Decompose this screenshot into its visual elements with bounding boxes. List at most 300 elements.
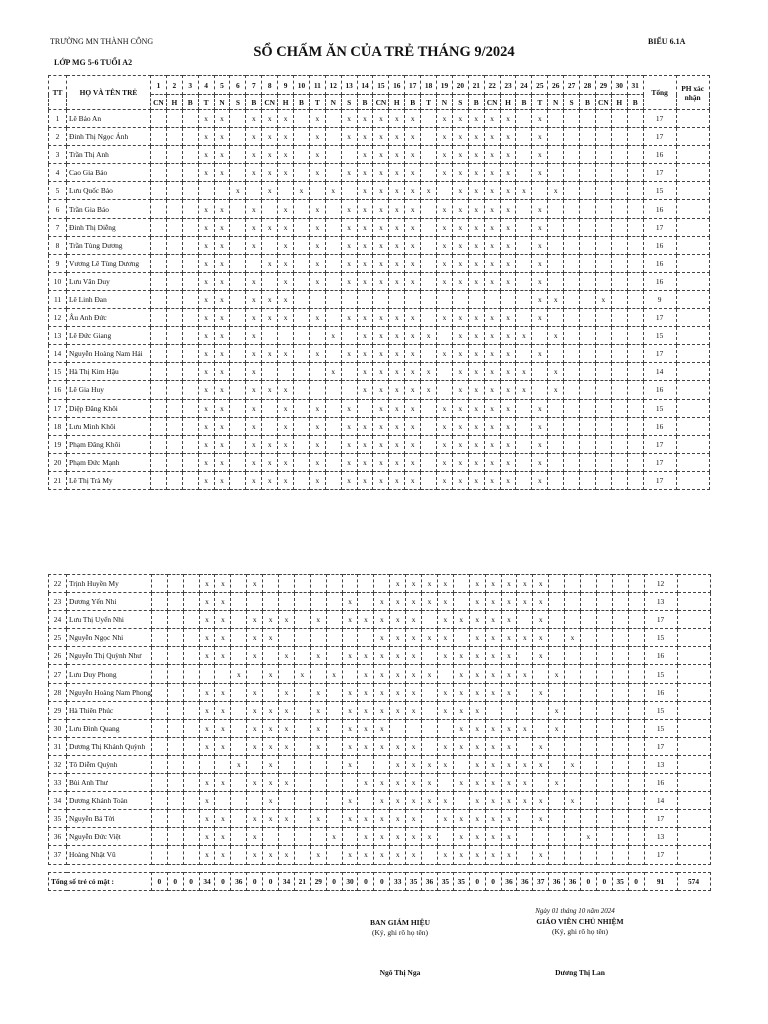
day-header-16: 16 [389,76,405,95]
day-cell-16: x [389,200,405,218]
day-cell-22: x [485,828,501,846]
day-cell-7: x [246,435,262,453]
board-signature-note: (Ký, ghi rõ họ tên) [371,928,429,937]
day-cell-9: x [278,110,294,128]
day-cell-19: x [437,471,453,489]
day-cell-2 [166,254,182,272]
day-cell-30 [611,218,627,236]
day-cell-16: x [390,828,406,846]
day-cell-15: x [374,828,390,846]
day-cell-31 [628,665,644,683]
day-cell-30 [611,471,627,489]
day-cell-28 [580,146,596,164]
day-cell-20: x [452,471,468,489]
day-cell-20: x [452,110,468,128]
day-cell-14: x [357,381,373,399]
day-cell-13: x [341,236,357,254]
day-cell-19: x [437,792,453,810]
day-cell-14: x [357,309,373,327]
day-cell-28 [580,218,596,236]
day-cell-29 [595,254,611,272]
day-cell-20: x [452,236,468,254]
day-cell-14 [357,290,373,308]
day-cell-23: x [500,236,516,254]
child-name: Nguyễn Hoàng Nam Hải [67,345,151,363]
day-cell-28 [580,399,596,417]
day-cell-9: x [278,236,294,254]
day-cell-22: x [484,399,500,417]
day-cell-11 [310,828,326,846]
weekday-header-17: B [405,95,421,110]
day-cell-18 [421,146,437,164]
weekday-header-15: CN [373,95,389,110]
day-cell-23: x [501,575,517,593]
day-cell-29 [595,381,611,399]
day-cell-31 [627,200,643,218]
day-cell-29 [595,164,611,182]
day-cell-7: x [246,236,262,254]
day-cell-4: x [199,719,215,737]
day-cell-11: x [310,810,326,828]
day-cell-23: x [501,792,517,810]
sum-day-19: 35 [437,872,453,890]
day-cell-11 [310,755,326,773]
child-name: Phạm Đăng Khôi [67,435,151,453]
day-cell-6 [230,309,246,327]
day-cell-7: x [247,737,263,755]
day-cell-12 [325,435,341,453]
day-cell-3 [182,200,198,218]
day-cell-30 [611,309,627,327]
day-cell-23: x [501,774,517,792]
day-cell-23: x [501,593,517,611]
day-cell-14: x [358,701,374,719]
day-cell-5 [215,755,231,773]
parent-confirm [676,146,709,164]
sum-day-16: 33 [390,872,406,890]
day-cell-4: x [198,453,214,471]
day-cell-3 [182,218,198,236]
row-number: 28 [49,683,67,701]
day-cell-7: x [246,200,262,218]
day-cell-9: x [278,254,294,272]
table-row [49,719,711,737]
row-total: 16 [643,254,676,272]
day-cell-29 [596,593,612,611]
day-cell-8 [263,647,279,665]
weekday-header-23: H [500,95,516,110]
day-cell-26: x [548,363,564,381]
day-cell-29 [595,128,611,146]
day-cell-22 [484,290,500,308]
day-cell-10 [294,647,310,665]
row-total: 14 [643,363,676,381]
row-number: 23 [49,593,67,611]
table-row [49,629,711,647]
day-cell-8: x [262,471,278,489]
day-cell-8: x [262,182,278,200]
day-cell-23: x [501,737,517,755]
sum-day-26: 36 [549,872,565,890]
day-cell-29 [596,701,612,719]
row-number: 30 [49,719,67,737]
day-cell-10 [294,290,310,308]
day-cell-27: x [565,792,581,810]
day-cell-7: x [247,828,263,846]
day-cell-12 [325,254,341,272]
day-cell-28 [580,846,596,864]
day-cell-29 [595,272,611,290]
day-cell-18 [422,810,438,828]
table-row [49,381,710,399]
day-cell-7: x [246,218,262,236]
day-cell-12 [326,701,342,719]
day-cell-10 [294,146,310,164]
day-cell-9: x [279,774,295,792]
day-cell-23: x [500,110,516,128]
day-cell-6 [231,810,247,828]
day-cell-24 [516,309,532,327]
day-cell-6 [231,792,247,810]
day-cell-1 [151,792,167,810]
day-cell-9: x [278,471,294,489]
day-cell-3 [182,290,198,308]
day-cell-10 [294,701,310,719]
day-cell-21: x [468,435,484,453]
weekday-header-31: B [627,95,643,110]
day-cell-7 [247,792,263,810]
day-cell-4: x [198,345,214,363]
child-name: Dương Khánh Toàn [67,792,152,810]
day-cell-18 [422,611,438,629]
day-cell-11: x [310,701,326,719]
day-header-12: 12 [325,76,341,95]
day-cell-31 [627,471,643,489]
row-number: 9 [49,254,67,272]
day-cell-7 [246,254,262,272]
day-cell-7: x [247,683,263,701]
day-cell-28 [580,774,596,792]
day-cell-3 [182,381,198,399]
day-cell-6 [231,611,247,629]
day-cell-7: x [246,309,262,327]
day-cell-5: x [214,381,230,399]
weekday-header-22: CN [484,95,500,110]
day-cell-4: x [198,164,214,182]
day-header-28: 28 [580,76,596,95]
child-name: Lưu Quốc Bảo [67,182,151,200]
day-cell-15: x [374,665,390,683]
day-cell-21: x [468,236,484,254]
day-cell-21: x [468,218,484,236]
row-number: 17 [49,399,67,417]
day-cell-26 [548,128,564,146]
day-cell-31 [628,647,644,665]
day-cell-23 [500,290,516,308]
day-cell-30 [612,792,628,810]
day-cell-2 [167,719,183,737]
parent-confirm [676,453,709,471]
day-cell-1 [151,399,167,417]
day-cell-18 [421,435,437,453]
day-cell-15: x [374,846,390,864]
day-cell-25: x [532,254,548,272]
day-cell-27 [564,272,580,290]
day-cell-3 [183,683,199,701]
day-cell-25: x [533,575,549,593]
sum-day-3: 0 [183,872,199,890]
day-cell-28 [580,611,596,629]
day-cell-26 [548,200,564,218]
day-cell-20: x [452,363,468,381]
day-cell-1 [151,683,167,701]
day-cell-22: x [485,593,501,611]
day-cell-26: x [549,774,565,792]
child-name: Nguyễn Hoàng Nam Phong [67,683,152,701]
day-cell-27 [564,435,580,453]
day-cell-30 [611,435,627,453]
day-cell-25: x [533,792,549,810]
day-cell-3 [183,792,199,810]
day-cell-3 [183,719,199,737]
day-cell-13: x [341,218,357,236]
day-cell-15: x [374,701,390,719]
day-cell-8: x [262,435,278,453]
day-cell-13: x [341,110,357,128]
day-cell-21: x [468,471,484,489]
table-row [49,399,710,417]
sum-day-27: 36 [565,872,581,890]
school-name: TRƯỜNG MN THÀNH CÔNG [50,37,154,46]
day-cell-27 [565,611,581,629]
day-cell-8: x [263,611,279,629]
row-total: 17 [643,453,676,471]
day-cell-14: x [357,254,373,272]
day-cell-28 [580,200,596,218]
day-cell-4: x [198,363,214,381]
day-cell-10 [294,200,310,218]
day-cell-3 [182,345,198,363]
day-cell-19: x [437,164,453,182]
day-cell-21: x [468,200,484,218]
day-cell-12 [326,593,342,611]
day-cell-16: x [390,575,406,593]
day-header-24: 24 [516,76,532,95]
day-cell-2 [166,218,182,236]
day-cell-31 [628,683,644,701]
day-header-19: 19 [437,76,453,95]
day-cell-12 [326,810,342,828]
day-cell-30 [611,164,627,182]
weekday-header-30: H [611,95,627,110]
day-cell-26: x [548,381,564,399]
day-cell-13: x [342,701,358,719]
day-cell-18 [422,683,438,701]
day-cell-14: x [358,774,374,792]
day-cell-1 [151,575,167,593]
day-cell-3 [182,453,198,471]
weekday-header-9: H [278,95,294,110]
day-cell-8: x [263,810,279,828]
day-cell-7: x [246,381,262,399]
day-cell-25: x [532,164,548,182]
day-cell-31 [627,327,643,345]
day-cell-14: x [357,453,373,471]
day-cell-11 [310,774,326,792]
row-number: 25 [49,629,67,647]
day-cell-20: x [452,128,468,146]
day-cell-29 [596,846,612,864]
day-cell-12 [326,792,342,810]
day-cell-15: x [373,435,389,453]
day-cell-4: x [198,399,214,417]
day-header-11: 11 [309,76,325,95]
day-cell-3 [183,774,199,792]
parent-confirm [676,236,709,254]
day-header-1: 1 [151,76,167,95]
row-number: 3 [49,146,67,164]
day-cell-9: x [279,701,295,719]
day-cell-18 [421,417,437,435]
parent-confirm [676,254,709,272]
day-cell-31 [628,792,644,810]
day-cell-26 [549,593,565,611]
day-cell-3 [182,164,198,182]
day-cell-19: x [437,575,453,593]
day-cell-25: x [533,755,549,773]
day-cell-16: x [389,146,405,164]
row-total: 15 [643,327,676,345]
day-cell-26 [548,309,564,327]
day-cell-31 [627,182,643,200]
day-cell-21: x [469,737,485,755]
day-cell-21: x [468,254,484,272]
day-cell-18 [421,128,437,146]
row-total: 17 [643,128,676,146]
day-cell-2 [167,701,183,719]
day-cell-27 [564,146,580,164]
day-cell-15: x [373,453,389,471]
day-cell-25: x [533,629,549,647]
day-cell-12 [325,399,341,417]
weekday-header-2: H [166,95,182,110]
day-cell-7: x [247,846,263,864]
day-cell-14: x [358,846,374,864]
parent-confirm [677,737,710,755]
day-cell-8 [263,575,279,593]
day-cell-26 [548,453,564,471]
day-cell-20: x [453,828,469,846]
day-cell-9: x [279,846,295,864]
day-cell-28 [580,719,596,737]
day-cell-2 [166,345,182,363]
day-cell-30 [611,182,627,200]
day-cell-9: x [278,417,294,435]
day-cell-24 [516,453,532,471]
day-cell-23: x [500,453,516,471]
day-cell-20: x [452,164,468,182]
day-cell-22: x [484,182,500,200]
day-cell-27 [564,363,580,381]
form-code: BIỂU 6.1A [648,37,686,46]
row-number: 31 [49,737,67,755]
day-cell-31 [627,309,643,327]
row-number: 34 [49,792,67,810]
day-cell-15: x [374,792,390,810]
day-cell-24 [516,164,532,182]
day-cell-22: x [485,611,501,629]
day-cell-10 [294,611,310,629]
day-cell-19 [437,182,453,200]
day-cell-31 [627,272,643,290]
day-cell-28 [580,737,596,755]
child-name: Trần Tùng Dương [67,236,151,254]
day-cell-15: x [374,737,390,755]
day-cell-30 [611,453,627,471]
day-cell-24 [516,345,532,363]
day-cell-12 [325,345,341,363]
day-cell-17: x [405,399,421,417]
day-cell-4 [199,755,215,773]
day-cell-10 [294,218,310,236]
day-cell-19: x [437,846,453,864]
day-cell-12: x [326,665,342,683]
child-name: Đinh Thị Diễng [67,218,151,236]
day-cell-9: x [279,719,295,737]
day-cell-5: x [214,110,230,128]
sum-day-14: 0 [358,872,374,890]
day-cell-23: x [500,381,516,399]
day-cell-27 [564,128,580,146]
day-cell-15: x [373,399,389,417]
day-cell-24 [517,828,533,846]
day-cell-20: x [453,774,469,792]
day-cell-28 [580,272,596,290]
row-number: 12 [49,309,67,327]
day-cell-21: x [468,164,484,182]
day-cell-19 [437,719,453,737]
day-cell-25: x [532,236,548,254]
day-cell-12 [325,453,341,471]
day-cell-15: x [373,146,389,164]
day-cell-28 [580,345,596,363]
day-cell-20 [452,290,468,308]
day-cell-28 [580,453,596,471]
day-cell-8: x [262,309,278,327]
weekday-header-27: S [564,95,580,110]
board-signer-name: Ngô Thị Nga [379,968,421,977]
day-cell-22: x [484,345,500,363]
day-cell-13: x [341,345,357,363]
day-cell-21: x [468,128,484,146]
day-cell-16: x [390,810,406,828]
day-cell-28 [580,164,596,182]
day-cell-12 [326,774,342,792]
day-cell-14: x [358,719,374,737]
day-cell-10 [294,453,310,471]
weekday-header-4: T [198,95,214,110]
day-cell-17: x [405,146,421,164]
day-cell-28 [580,363,596,381]
spacer-row [49,864,711,872]
day-cell-12 [326,647,342,665]
row-total: 17 [643,471,676,489]
day-cell-19 [437,774,453,792]
day-cell-12: x [325,327,341,345]
child-name: Dương Thị Khánh Quỳnh [67,737,152,755]
day-cell-30 [611,399,627,417]
day-header-23: 23 [500,76,516,95]
